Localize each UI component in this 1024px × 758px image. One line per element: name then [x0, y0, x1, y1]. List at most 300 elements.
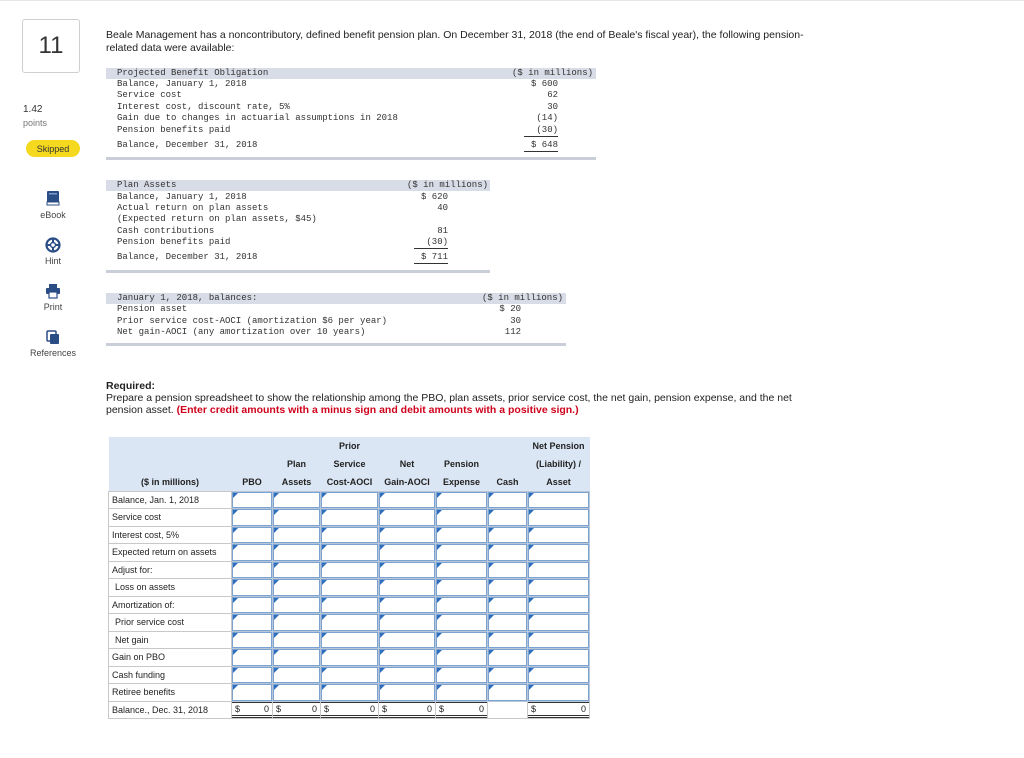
pbo-input[interactable] — [232, 597, 272, 614]
pbo-input[interactable] — [232, 562, 272, 579]
col-header-label — [109, 437, 232, 455]
balances-block — [106, 293, 566, 349]
book-icon — [45, 190, 61, 207]
total-pbo — [232, 701, 273, 719]
pbo-row-label: Service cost — [117, 90, 182, 100]
cell-plan-assets — [273, 631, 321, 649]
cell-plan-assets — [273, 614, 321, 632]
net-gain-input[interactable] — [379, 509, 435, 526]
pbo-row-label: Balance, January 1, 2018 — [117, 79, 247, 89]
currency-symbol: $ — [382, 703, 388, 714]
balances-row-value: 30 — [510, 316, 521, 326]
cell-net-pension-asset — [528, 579, 590, 597]
net-pension-asset-input[interactable] — [528, 632, 589, 649]
cell-pbo — [232, 614, 273, 632]
print-label: Print — [43, 302, 63, 312]
plan-assets-block — [106, 180, 490, 276]
cell-pension-expense — [436, 631, 488, 649]
pbo-row-label: Projected Benefit Obligation — [117, 68, 269, 78]
cell-net-pension-asset — [528, 614, 590, 632]
net-gain-input[interactable] — [379, 614, 435, 631]
cell-prior-service-cost — [321, 491, 379, 509]
cell-prior-service-cost — [321, 614, 379, 632]
cell-cash — [488, 561, 528, 579]
assets-row-label: Cash contributions — [117, 226, 215, 236]
pbo-row-value: 62 — [547, 90, 558, 100]
net-pension-asset-input[interactable] — [528, 649, 589, 666]
cell-net-pension-asset — [528, 666, 590, 684]
currency-symbol: $ — [235, 703, 241, 714]
plan-assets-input[interactable] — [273, 579, 320, 596]
cash-input[interactable] — [488, 632, 527, 649]
net-pension-asset-input[interactable] — [528, 527, 589, 544]
total-net — [379, 701, 436, 719]
cell-cash — [488, 684, 528, 702]
assets-row-value: 81 — [437, 226, 448, 236]
total-value: 0 — [580, 703, 586, 714]
balances-row-label: Pension asset — [117, 304, 188, 314]
cell-plan-assets — [273, 526, 321, 544]
cell-prior-service-cost — [321, 544, 379, 562]
pbo-input[interactable] — [232, 509, 272, 526]
total-np — [528, 701, 590, 719]
cell-prior-service-cost — [321, 684, 379, 702]
plan-assets-input[interactable] — [273, 509, 320, 526]
balances-row-label: January 1, 2018, balances: — [117, 293, 258, 303]
cell-prior-service-cost — [321, 509, 379, 527]
net-pension-asset-input[interactable] — [528, 544, 589, 561]
col-header-np: Asset — [528, 473, 590, 491]
pbo-row-label: Balance, December 31, 2018 — [117, 140, 258, 150]
col-header-plan — [273, 437, 321, 455]
net-gain-input[interactable] — [379, 684, 435, 701]
question-intro: Beale Management has a noncontributory, defined benefit pension plan. On December 31, 2018 (the end of Beale's fiscal year), the following pension-related data were available: — [106, 29, 804, 54]
cell-cash — [488, 614, 528, 632]
plan-assets-input[interactable] — [273, 597, 320, 614]
net-gain-input[interactable] — [379, 492, 435, 509]
prior-service-cost-input[interactable] — [321, 684, 378, 701]
print-button[interactable] — [26, 283, 80, 312]
pbo-input[interactable] — [232, 649, 272, 666]
cell-cash — [488, 544, 528, 562]
cell-net-pension-asset — [528, 596, 590, 614]
required-instruction: (Enter credit amounts with a minus sign and debit amounts with a positive sign.) — [176, 404, 579, 416]
pbo-input[interactable] — [232, 614, 272, 631]
total-label: Balance., Dec. 31, 2018 — [109, 701, 232, 719]
pbo-block — [106, 68, 596, 164]
pension-expense-input[interactable] — [436, 649, 487, 666]
col-header-label — [109, 455, 232, 473]
cell-pension-expense — [436, 684, 488, 702]
cell-cash — [488, 526, 528, 544]
cell-prior-service-cost — [321, 596, 379, 614]
table-row — [109, 491, 590, 509]
pbo-input[interactable] — [232, 684, 272, 701]
assets-row-value: $ 711 — [414, 252, 448, 264]
question-number: 11 — [22, 19, 80, 73]
net-gain-input[interactable] — [379, 632, 435, 649]
pension-expense-input[interactable] — [436, 667, 487, 684]
cell-cash — [488, 649, 528, 667]
table-row — [109, 684, 590, 702]
cell-prior-service-cost — [321, 561, 379, 579]
cell-plan-assets — [273, 684, 321, 702]
hint-button[interactable] — [26, 237, 80, 266]
total-cash — [488, 701, 528, 719]
ebook-label: eBook — [40, 210, 66, 220]
assets-row-label: Actual return on plan assets — [117, 203, 269, 213]
references-button[interactable] — [26, 329, 80, 358]
cell-prior-service-cost — [321, 666, 379, 684]
top-border — [0, 0, 1024, 1]
row-label: Gain on PBO — [109, 649, 232, 667]
cell-net-pension-asset — [528, 649, 590, 667]
pbo-row-value: 30 — [547, 102, 558, 112]
col-header-np: Net Pension — [528, 437, 590, 455]
prior-service-cost-input[interactable] — [321, 544, 378, 561]
points-value: 1.42 — [23, 104, 43, 115]
ebook-button[interactable] — [26, 190, 80, 220]
cell-pbo — [232, 544, 273, 562]
row-label: Retiree benefits — [109, 684, 232, 702]
net-gain-input[interactable] — [379, 667, 435, 684]
table-row — [109, 614, 590, 632]
row-label: Prior service cost — [109, 614, 232, 632]
cell-net-pension-asset — [528, 561, 590, 579]
row-label: Adjust for: — [109, 561, 232, 579]
prior-service-cost-input[interactable] — [321, 632, 378, 649]
pbo-input[interactable] — [232, 527, 272, 544]
net-pension-asset-input[interactable] — [528, 562, 589, 579]
cash-input[interactable] — [488, 579, 527, 596]
required-heading: Required: — [106, 380, 156, 392]
col-header-exp: Expense — [436, 473, 488, 491]
pbo-input[interactable] — [232, 492, 272, 509]
col-header-net — [379, 437, 436, 455]
cell-net-pension-asset — [528, 491, 590, 509]
required-section — [106, 380, 806, 416]
col-header-psc: Cost-AOCI — [321, 473, 379, 491]
pbo-input[interactable] — [232, 632, 272, 649]
total-plan — [273, 701, 321, 719]
cell-plan-assets — [273, 509, 321, 527]
row-label: Interest cost, 5% — [109, 526, 232, 544]
cell-pension-expense — [436, 544, 488, 562]
net-pension-asset-input[interactable] — [528, 579, 589, 596]
balances-bottom-bar — [106, 343, 566, 346]
prior-service-cost-input[interactable] — [321, 562, 378, 579]
net-gain-input[interactable] — [379, 649, 435, 666]
cell-pension-expense — [436, 649, 488, 667]
table-row — [109, 526, 590, 544]
cell-cash — [488, 631, 528, 649]
pbo-row-label: Pension benefits paid — [117, 125, 231, 135]
balances-row-value: $ 20 — [499, 304, 521, 314]
points-label: points — [23, 118, 48, 128]
plan-assets-input[interactable] — [273, 632, 320, 649]
cell-prior-service-cost — [321, 631, 379, 649]
cell-pension-expense — [436, 596, 488, 614]
row-label: Cash funding — [109, 666, 232, 684]
total-value: 0 — [263, 703, 269, 714]
net-gain-input[interactable] — [379, 579, 435, 596]
cell-net-gain — [379, 631, 436, 649]
plan-assets-input[interactable] — [273, 527, 320, 544]
net-pension-asset-input[interactable] — [528, 614, 589, 631]
table-row — [109, 666, 590, 684]
col-header-cash: Cash — [488, 473, 528, 491]
cell-pension-expense — [436, 526, 488, 544]
cell-net-gain — [379, 649, 436, 667]
cell-plan-assets — [273, 579, 321, 597]
plan-assets-input[interactable] — [273, 649, 320, 666]
net-gain-input[interactable] — [379, 597, 435, 614]
pension-expense-input[interactable] — [436, 614, 487, 631]
cell-net-gain — [379, 509, 436, 527]
pbo-row-value: $ 600 — [530, 79, 558, 89]
prior-service-cost-input[interactable] — [321, 527, 378, 544]
plan-assets-input[interactable] — [273, 562, 320, 579]
total-value: 0 — [311, 703, 317, 714]
cell-net-gain — [379, 614, 436, 632]
cell-plan-assets — [273, 491, 321, 509]
cell-plan-assets — [273, 649, 321, 667]
pension-spreadsheet — [108, 437, 590, 719]
cash-input[interactable] — [488, 562, 527, 579]
row-label: Expected return on assets — [109, 544, 232, 562]
pension-expense-input[interactable] — [436, 632, 487, 649]
total-exp — [436, 701, 488, 719]
pension-expense-input[interactable] — [436, 544, 487, 561]
cell-prior-service-cost — [321, 649, 379, 667]
cell-cash — [488, 579, 528, 597]
pension-expense-input[interactable] — [436, 492, 487, 509]
cash-input[interactable] — [488, 509, 527, 526]
col-header-psc: Prior — [321, 437, 379, 455]
pension-expense-input[interactable] — [436, 509, 487, 526]
plan-assets-input[interactable] — [273, 667, 320, 684]
balances-row-label: Prior service cost-AOCI (amortization $6 per year) — [117, 316, 388, 326]
cell-net-gain — [379, 526, 436, 544]
pbo-bottom-bar — [106, 157, 596, 160]
cell-net-gain — [379, 579, 436, 597]
col-header-cash — [488, 455, 528, 473]
cell-pbo — [232, 649, 273, 667]
table-row — [109, 649, 590, 667]
pbo-input[interactable] — [232, 579, 272, 596]
cell-net-pension-asset — [528, 684, 590, 702]
pension-expense-input[interactable] — [436, 579, 487, 596]
table-row — [109, 579, 590, 597]
col-header-pbo — [232, 455, 273, 473]
cell-cash — [488, 509, 528, 527]
row-label: Service cost — [109, 509, 232, 527]
net-gain-input[interactable] — [379, 527, 435, 544]
col-header-plan: Assets — [273, 473, 321, 491]
cell-cash — [488, 596, 528, 614]
net-pension-asset-input[interactable] — [528, 597, 589, 614]
cell-plan-assets — [273, 596, 321, 614]
cash-input[interactable] — [488, 492, 527, 509]
prior-service-cost-input[interactable] — [321, 492, 378, 509]
pension-expense-input[interactable] — [436, 562, 487, 579]
cell-net-pension-asset — [528, 631, 590, 649]
total-psc — [321, 701, 379, 719]
hint-label: Hint — [44, 256, 61, 266]
assets-row-label: Balance, January 1, 2018 — [117, 192, 247, 202]
currency-symbol: $ — [276, 703, 282, 714]
table-row — [109, 596, 590, 614]
cell-pension-expense — [436, 614, 488, 632]
cell-net-pension-asset — [528, 544, 590, 562]
required-text: Prepare a pension spreadsheet to show the relationship among the PBO, plan assets, prior service cost, the net gain, pension expense, and the net pension asset. — [106, 392, 792, 416]
col-header-cash — [488, 437, 528, 455]
status-badge: Skipped — [26, 140, 80, 157]
assets-row-value: $ 620 — [420, 192, 448, 202]
pbo-input[interactable] — [232, 667, 272, 684]
cash-input[interactable] — [488, 544, 527, 561]
cell-net-gain — [379, 491, 436, 509]
cell-pension-expense — [436, 509, 488, 527]
assets-row-label: Plan Assets — [117, 180, 177, 190]
col-header-exp — [436, 437, 488, 455]
col-header-exp: Pension — [436, 455, 488, 473]
pbo-row-value: (14) — [536, 113, 558, 123]
row-label: Balance, Jan. 1, 2018 — [109, 491, 232, 509]
net-pension-asset-input[interactable] — [528, 492, 589, 509]
net-gain-input[interactable] — [379, 562, 435, 579]
cash-input[interactable] — [488, 527, 527, 544]
balances-row-value: 112 — [504, 327, 521, 337]
cell-pension-expense — [436, 579, 488, 597]
cell-pbo — [232, 561, 273, 579]
assets-row-value: (30) — [414, 237, 448, 249]
assets-bottom-bar — [106, 270, 490, 273]
pension-expense-input[interactable] — [436, 527, 487, 544]
cell-pbo — [232, 579, 273, 597]
pbo-row-value: (30) — [524, 125, 558, 137]
balances-unit: ($ in millions) — [481, 293, 563, 303]
net-pension-asset-input[interactable] — [528, 667, 589, 684]
total-row — [109, 701, 590, 719]
currency-symbol: $ — [324, 703, 330, 714]
cell-pbo — [232, 491, 273, 509]
cash-input[interactable] — [488, 614, 527, 631]
pension-expense-input[interactable] — [436, 684, 487, 701]
cash-input[interactable] — [488, 649, 527, 666]
prior-service-cost-input[interactable] — [321, 614, 378, 631]
currency-symbol: $ — [531, 703, 537, 714]
col-header-pbo: PBO — [232, 473, 273, 491]
cell-pbo — [232, 631, 273, 649]
total-value: 0 — [426, 703, 432, 714]
cell-cash — [488, 491, 528, 509]
col-header-net: Gain-AOCI — [379, 473, 436, 491]
balances-row-label: Net gain-AOCI (any amortization over 10 years) — [117, 327, 366, 337]
cell-pension-expense — [436, 561, 488, 579]
cell-prior-service-cost — [321, 579, 379, 597]
cell-net-pension-asset — [528, 526, 590, 544]
prior-service-cost-input[interactable] — [321, 579, 378, 596]
assets-unit: ($ in millions) — [406, 180, 488, 190]
cell-pension-expense — [436, 666, 488, 684]
cell-plan-assets — [273, 666, 321, 684]
plan-assets-input[interactable] — [273, 614, 320, 631]
total-value: 0 — [478, 703, 484, 714]
table-row — [109, 631, 590, 649]
currency-symbol: $ — [439, 703, 445, 714]
net-pension-asset-input[interactable] — [528, 509, 589, 526]
plan-assets-input[interactable] — [273, 492, 320, 509]
references-label: References — [29, 348, 77, 358]
net-pension-asset-input[interactable] — [528, 684, 589, 701]
col-header-np: (Liability) / — [528, 455, 590, 473]
cash-input[interactable] — [488, 667, 527, 684]
row-label: Net gain — [109, 631, 232, 649]
cell-pension-expense — [436, 491, 488, 509]
cell-prior-service-cost — [321, 526, 379, 544]
cell-net-gain — [379, 666, 436, 684]
col-header-net: Net — [379, 455, 436, 473]
prior-service-cost-input[interactable] — [321, 509, 378, 526]
spreadsheet-body — [109, 491, 590, 719]
prior-service-cost-input[interactable] — [321, 667, 378, 684]
assets-row-label: (Expected return on plan assets, $45) — [117, 214, 317, 224]
cell-pbo — [232, 526, 273, 544]
pbo-input[interactable] — [232, 544, 272, 561]
pension-expense-input[interactable] — [436, 597, 487, 614]
copy-icon — [45, 329, 61, 345]
assets-row-label: Balance, December 31, 2018 — [117, 252, 258, 262]
pbo-unit: ($ in millions) — [511, 68, 593, 78]
cell-net-pension-asset — [528, 509, 590, 527]
col-header-label: ($ in millions) — [109, 473, 232, 491]
row-label: Loss on assets — [109, 579, 232, 597]
printer-icon — [45, 283, 61, 299]
pbo-row-label: Interest cost, discount rate, 5% — [117, 102, 290, 112]
col-header-plan: Plan — [273, 455, 321, 473]
col-header-pbo — [232, 437, 273, 455]
cell-pbo — [232, 596, 273, 614]
plan-assets-input[interactable] — [273, 544, 320, 561]
cell-net-gain — [379, 561, 436, 579]
cell-pbo — [232, 666, 273, 684]
cell-pbo — [232, 509, 273, 527]
cell-plan-assets — [273, 561, 321, 579]
cell-pbo — [232, 684, 273, 702]
cash-input[interactable] — [488, 597, 527, 614]
cell-cash — [488, 666, 528, 684]
total-value: 0 — [369, 703, 375, 714]
assets-row-value: 40 — [437, 203, 448, 213]
cell-net-gain — [379, 684, 436, 702]
pbo-row-value: $ 648 — [524, 140, 558, 152]
cell-net-gain — [379, 544, 436, 562]
plan-assets-input[interactable] — [273, 684, 320, 701]
cash-input[interactable] — [488, 684, 527, 701]
cell-plan-assets — [273, 544, 321, 562]
prior-service-cost-input[interactable] — [321, 597, 378, 614]
table-row — [109, 544, 590, 562]
cell-net-gain — [379, 596, 436, 614]
pbo-row-label: Gain due to changes in actuarial assumptions in 2018 — [117, 113, 398, 123]
lifebuoy-icon — [45, 237, 61, 253]
row-label: Amortization of: — [109, 596, 232, 614]
assets-row-label: Pension benefits paid — [117, 237, 231, 247]
net-gain-input[interactable] — [379, 544, 435, 561]
prior-service-cost-input[interactable] — [321, 649, 378, 666]
table-row — [109, 509, 590, 527]
